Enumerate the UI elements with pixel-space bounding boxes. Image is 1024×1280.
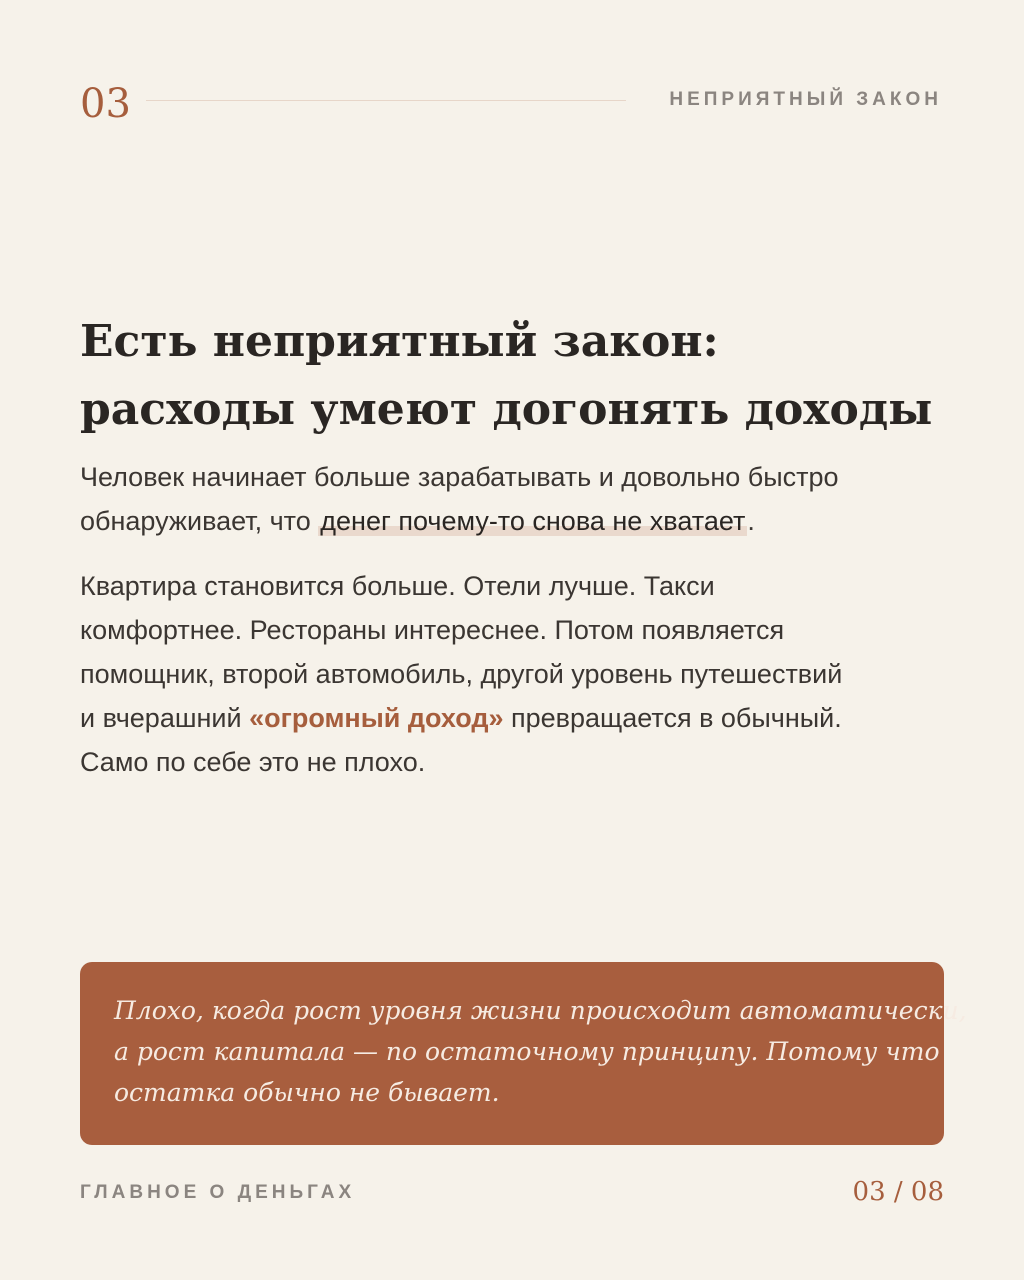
paragraph-intro-period: . — [747, 506, 755, 536]
title-line-1: Есть неприятный закон: — [80, 316, 719, 367]
quote-line-3: остатка обычно не бывает. — [114, 1078, 500, 1107]
quote-line-2: а рост капитала — по остаточному принципу. Потому что — [114, 1037, 940, 1066]
slide-number: 03 — [80, 81, 131, 127]
quote-box — [80, 962, 967, 1145]
paragraph-intro — [80, 455, 950, 543]
paragraph-lifestyle — [80, 564, 950, 784]
paragraph-lifestyle-text-end: превращается в обычный. — [503, 703, 842, 733]
highlight-marker: денег почему-то снова не хватает — [320, 506, 746, 536]
quote-line-1: Плохо, когда рост уровня жизни происходит автоматически, — [114, 996, 967, 1025]
paragraph-lifestyle-line-1: Квартира становится больше. Отели лучше. Такси — [80, 571, 715, 601]
quote-text — [114, 990, 967, 1113]
page-title — [80, 308, 960, 444]
page-counter: 03 / 08 — [852, 1177, 944, 1207]
paragraph-intro-text: обнаруживает, что — [80, 506, 319, 536]
paragraph-lifestyle-text: и вчерашний — [80, 703, 250, 733]
paragraph-intro-line-1: Человек начинает больше зарабатывать и довольно быстро — [80, 462, 839, 492]
title-line-2: расходы умеют догонять доходы — [80, 384, 933, 435]
header-divider — [146, 100, 626, 101]
paragraph-lifestyle-line-5: Само по себе это не плохо. — [80, 747, 426, 777]
paragraph-lifestyle-line-4 — [80, 696, 950, 740]
paragraph-intro-line-2 — [80, 499, 950, 543]
paragraph-lifestyle-line-3: помощник, второй автомобиль, другой уровень путешествий — [80, 659, 843, 689]
series-label: ГЛАВНОЕ О ДЕНЬГАХ — [80, 1182, 356, 1203]
section-label: НЕПРИЯТНЫЙ ЗАКОН — [669, 89, 942, 110]
highlight-accent: «огромный доход» — [249, 703, 504, 733]
paragraph-lifestyle-line-2: комфортнее. Рестораны интереснее. Потом появляется — [80, 615, 785, 645]
